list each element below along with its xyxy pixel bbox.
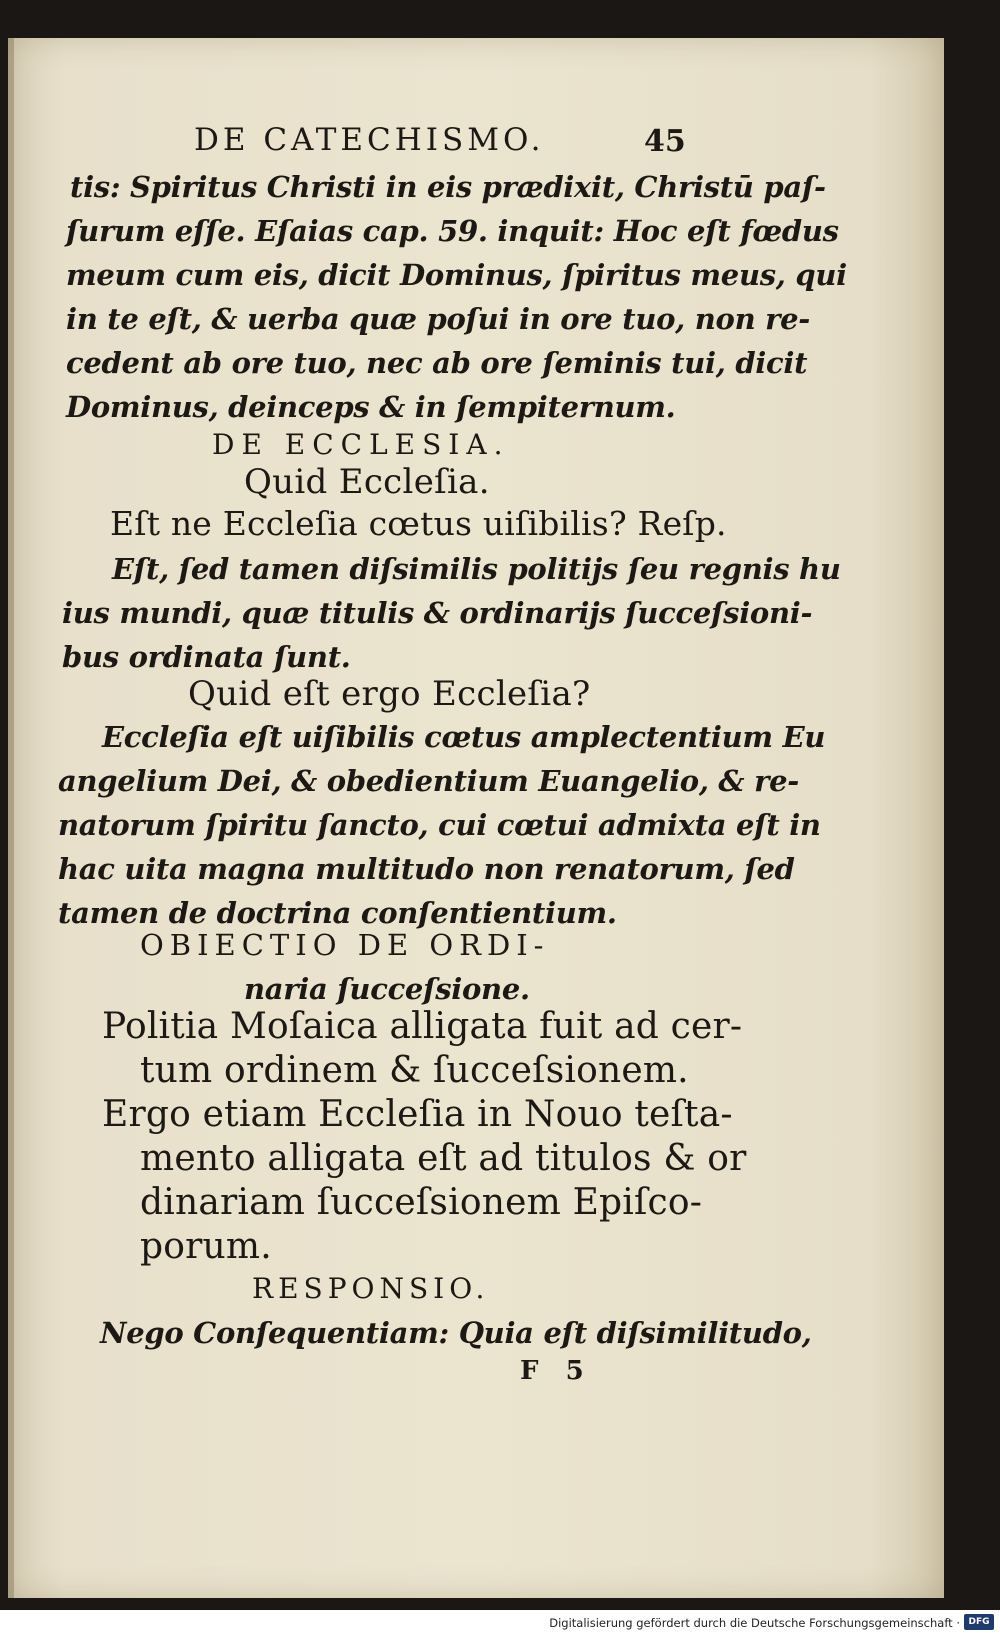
footer-bar: [0, 1612, 1000, 1634]
objection-line: dinariam ſucceſsionem Epiſco-: [140, 1182, 703, 1223]
text-line: Eccleſia eſt uiſibilis cœtus amplectentium Eu: [102, 720, 826, 754]
objection-line: porum.: [140, 1226, 272, 1267]
question-heading: Quid eſt ergo Eccleſia?: [188, 674, 591, 714]
text-line: Dominus, deinceps & in ſempiternum.: [66, 390, 676, 424]
text-line: Nego Conſequentiam: Quia eſt diſsimilitudo,: [100, 1316, 812, 1350]
funding-credit: Digitalisierung gefördert durch die Deutsche Forschungsgemeinschaft ·: [549, 1616, 960, 1630]
page-fold-shadow: [8, 38, 14, 1598]
text-line: tamen de doctrina conſentientium.: [58, 896, 617, 930]
text-line: meum cum eis, dicit Dominus, ſpiritus meus, qui: [66, 258, 847, 292]
text-line: ius mundi, quæ titulis & ordinarijs ſucceſsioni-: [62, 596, 813, 630]
section-heading: RESPONSIO.: [252, 1272, 490, 1305]
question-heading: Quid Eccleſia.: [244, 462, 490, 502]
objection-line: tum ordinem & ſucceſsionem.: [140, 1050, 689, 1091]
text-line: hac uita magna multitudo non renatorum, ſed: [58, 852, 795, 886]
objection-line: Politia Moſaica alligata fuit ad cer-: [102, 1006, 743, 1047]
objection-line: mento alligata eſt ad titulos & or: [140, 1138, 747, 1179]
section-heading: OBIECTIO DE ORDI-: [140, 928, 550, 962]
question-line: Eſt ne Eccleſia cœtus uiſibilis? Reſp.: [110, 504, 727, 543]
text-line: ſurum eſſe. Eſaias cap. 59. inquit: Hoc eſt fœdus: [66, 214, 839, 248]
signature-mark: F 5: [520, 1356, 584, 1386]
page-number: 45: [644, 124, 686, 159]
text-line: natorum ſpiritu ſancto, cui cœtui admixta eſt in: [58, 808, 821, 842]
text-line: cedent ab ore tuo, nec ab ore ſeminis tui, dicit: [66, 346, 808, 380]
text-line: Eſt, ſed tamen diſsimilis politijs ſeu regnis hu: [112, 552, 841, 586]
text-line: bus ordinata ſunt.: [62, 640, 351, 674]
text-line: in te eſt, & uerba quæ poſui in ore tuo, non re-: [66, 302, 811, 336]
running-title: DE CATECHISMO.: [194, 122, 545, 158]
objection-line: Ergo etiam Eccleſia in Nouo teſta-: [102, 1094, 733, 1135]
dfg-logo: DFG: [964, 1614, 994, 1630]
section-heading-italic: naria ſucceſsione.: [244, 972, 530, 1006]
text-line: tis: Spiritus Christi in eis prædixit, Christū paſ-: [70, 170, 826, 204]
text-line: angelium Dei, & obedientium Euangelio, & re-: [58, 764, 799, 798]
section-heading: DE ECCLESIA.: [212, 428, 510, 461]
